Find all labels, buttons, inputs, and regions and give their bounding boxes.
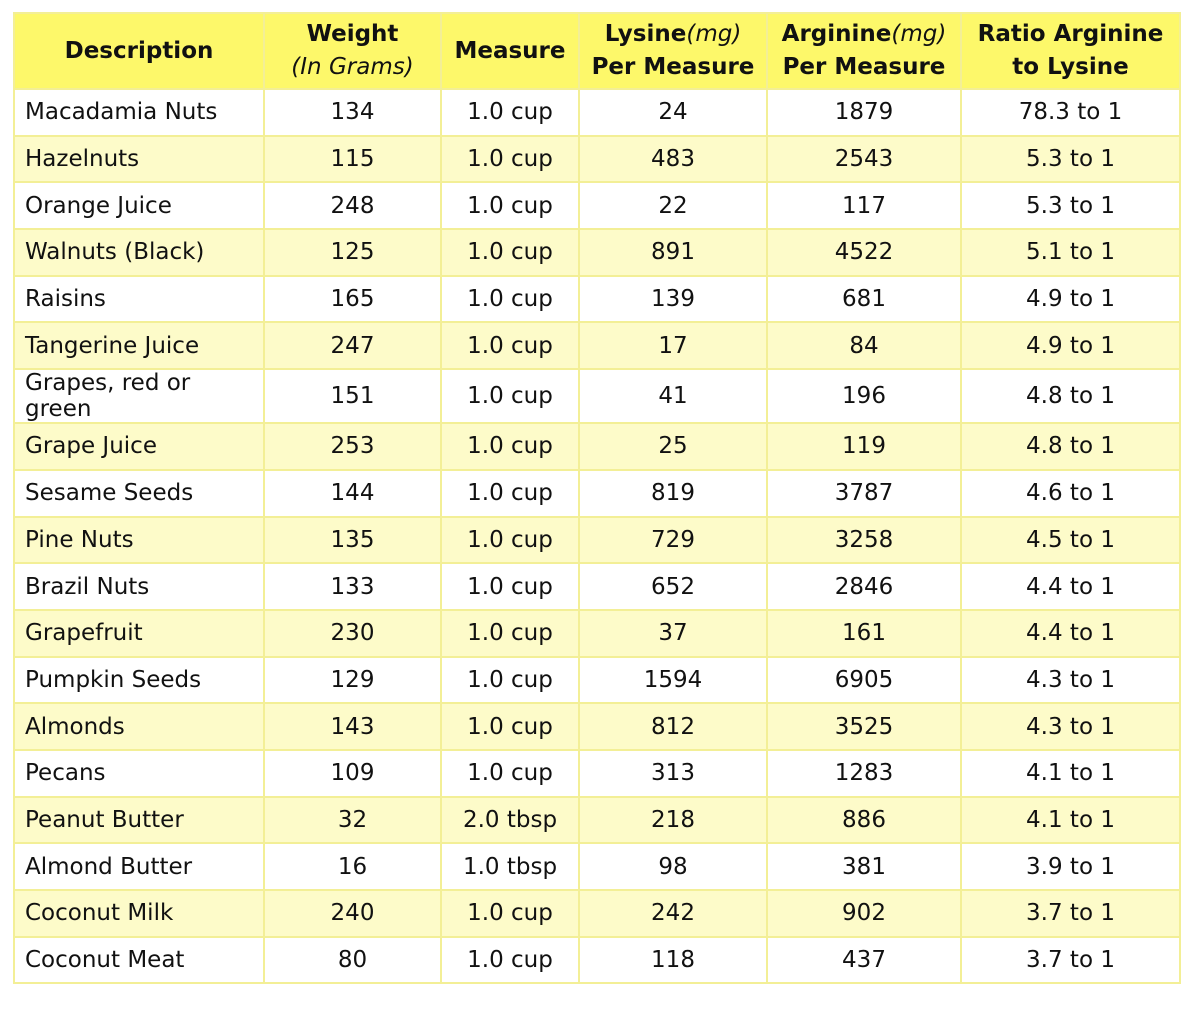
header-arginine xyxy=(767,13,961,89)
table-row xyxy=(14,136,1180,183)
cell-lysine: 313 xyxy=(579,750,767,797)
cell-measure: 2.0 tbsp xyxy=(441,797,579,844)
cell-lysine: 819 xyxy=(579,470,767,517)
table-body xyxy=(14,89,1180,983)
header-lysine-unit: (mg) xyxy=(686,21,742,47)
cell-arginine: 6905 xyxy=(767,657,961,704)
header-row xyxy=(14,13,1180,89)
table-row xyxy=(14,276,1180,323)
cell-arginine: 3787 xyxy=(767,470,961,517)
cell-measure: 1.0 cup xyxy=(441,750,579,797)
table-row xyxy=(14,182,1180,229)
header-measure-label: Measure xyxy=(454,37,566,64)
cell-lysine: 729 xyxy=(579,517,767,564)
header-lysine-per-measure: Per Measure xyxy=(591,54,755,80)
table-row xyxy=(14,750,1180,797)
cell-weight: 133 xyxy=(264,563,441,610)
cell-lysine: 891 xyxy=(579,229,767,276)
cell-arginine: 161 xyxy=(767,610,961,657)
cell-lysine: 24 xyxy=(579,89,767,136)
header-measure xyxy=(441,13,579,89)
cell-ratio: 3.9 to 1 xyxy=(961,843,1180,890)
cell-measure: 1.0 cup xyxy=(441,563,579,610)
cell-lysine: 17 xyxy=(579,322,767,369)
table-row xyxy=(14,703,1180,750)
table-header xyxy=(14,13,1180,89)
cell-weight: 125 xyxy=(264,229,441,276)
cell-description: Coconut Milk xyxy=(14,890,264,937)
cell-ratio: 4.1 to 1 xyxy=(961,797,1180,844)
cell-weight: 230 xyxy=(264,610,441,657)
header-weight-unit: (In Grams) xyxy=(291,54,414,80)
cell-weight: 247 xyxy=(264,322,441,369)
cell-description: Almond Butter xyxy=(14,843,264,890)
cell-weight: 32 xyxy=(264,797,441,844)
cell-lysine: 1594 xyxy=(579,657,767,704)
cell-weight: 129 xyxy=(264,657,441,704)
header-ratio-line2: to Lysine xyxy=(1012,54,1129,80)
cell-lysine: 483 xyxy=(579,136,767,183)
cell-arginine: 902 xyxy=(767,890,961,937)
cell-arginine: 886 xyxy=(767,797,961,844)
cell-description: Peanut Butter xyxy=(14,797,264,844)
cell-arginine: 84 xyxy=(767,322,961,369)
table-row xyxy=(14,517,1180,564)
cell-lysine: 37 xyxy=(579,610,767,657)
cell-measure: 1.0 cup xyxy=(441,322,579,369)
cell-measure: 1.0 cup xyxy=(441,890,579,937)
table-row xyxy=(14,797,1180,844)
table-row xyxy=(14,657,1180,704)
cell-lysine: 22 xyxy=(579,182,767,229)
cell-arginine: 437 xyxy=(767,937,961,984)
cell-weight: 240 xyxy=(264,890,441,937)
table-row xyxy=(14,229,1180,276)
cell-ratio: 4.6 to 1 xyxy=(961,470,1180,517)
header-ratio-line1: Ratio Arginine xyxy=(977,21,1164,47)
table-row xyxy=(14,423,1180,470)
table-row xyxy=(14,369,1180,423)
cell-ratio: 78.3 to 1 xyxy=(961,89,1180,136)
cell-arginine: 381 xyxy=(767,843,961,890)
cell-ratio: 4.4 to 1 xyxy=(961,610,1180,657)
cell-lysine: 25 xyxy=(579,423,767,470)
cell-description: Brazil Nuts xyxy=(14,563,264,610)
cell-arginine: 3258 xyxy=(767,517,961,564)
cell-arginine: 2846 xyxy=(767,563,961,610)
table-row xyxy=(14,89,1180,136)
cell-description: Hazelnuts xyxy=(14,136,264,183)
header-arginine-unit: (mg) xyxy=(891,21,947,47)
cell-measure: 1.0 cup xyxy=(441,517,579,564)
table-row xyxy=(14,610,1180,657)
cell-description: Walnuts (Black) xyxy=(14,229,264,276)
cell-ratio: 3.7 to 1 xyxy=(961,890,1180,937)
cell-ratio: 4.9 to 1 xyxy=(961,322,1180,369)
cell-ratio: 4.5 to 1 xyxy=(961,517,1180,564)
cell-description: Pecans xyxy=(14,750,264,797)
cell-ratio: 4.8 to 1 xyxy=(961,369,1180,423)
arginine-lysine-table xyxy=(13,12,1181,984)
table-row xyxy=(14,937,1180,984)
cell-description: Grape Juice xyxy=(14,423,264,470)
header-arginine-label: Arginine xyxy=(781,21,892,47)
cell-measure: 1.0 cup xyxy=(441,423,579,470)
cell-ratio: 4.3 to 1 xyxy=(961,657,1180,704)
cell-arginine: 681 xyxy=(767,276,961,323)
cell-lysine: 118 xyxy=(579,937,767,984)
header-arginine-per-measure: Per Measure xyxy=(782,54,946,80)
cell-description: Pumpkin Seeds xyxy=(14,657,264,704)
nutrition-table-container xyxy=(13,12,1179,984)
cell-description: Almonds xyxy=(14,703,264,750)
cell-lysine: 652 xyxy=(579,563,767,610)
cell-weight: 16 xyxy=(264,843,441,890)
cell-lysine: 139 xyxy=(579,276,767,323)
cell-weight: 151 xyxy=(264,369,441,423)
cell-arginine: 4522 xyxy=(767,229,961,276)
table-row xyxy=(14,470,1180,517)
cell-ratio: 4.8 to 1 xyxy=(961,423,1180,470)
cell-ratio: 5.3 to 1 xyxy=(961,182,1180,229)
cell-description: Pine Nuts xyxy=(14,517,264,564)
cell-lysine: 41 xyxy=(579,369,767,423)
cell-measure: 1.0 cup xyxy=(441,229,579,276)
cell-arginine: 196 xyxy=(767,369,961,423)
cell-ratio: 3.7 to 1 xyxy=(961,937,1180,984)
cell-measure: 1.0 cup xyxy=(441,89,579,136)
cell-arginine: 2543 xyxy=(767,136,961,183)
cell-arginine: 117 xyxy=(767,182,961,229)
cell-arginine: 119 xyxy=(767,423,961,470)
table-row xyxy=(14,890,1180,937)
cell-measure: 1.0 cup xyxy=(441,470,579,517)
cell-description: Coconut Meat xyxy=(14,937,264,984)
cell-measure: 1.0 cup xyxy=(441,276,579,323)
cell-description: Macadamia Nuts xyxy=(14,89,264,136)
table-row xyxy=(14,322,1180,369)
cell-weight: 134 xyxy=(264,89,441,136)
cell-arginine: 3525 xyxy=(767,703,961,750)
cell-description: Grapefruit xyxy=(14,610,264,657)
cell-weight: 135 xyxy=(264,517,441,564)
header-lysine xyxy=(579,13,767,89)
cell-measure: 1.0 cup xyxy=(441,657,579,704)
cell-lysine: 218 xyxy=(579,797,767,844)
cell-lysine: 242 xyxy=(579,890,767,937)
cell-ratio: 4.1 to 1 xyxy=(961,750,1180,797)
table-row xyxy=(14,843,1180,890)
cell-measure: 1.0 tbsp xyxy=(441,843,579,890)
cell-description: Tangerine Juice xyxy=(14,322,264,369)
cell-ratio: 4.4 to 1 xyxy=(961,563,1180,610)
cell-description: Grapes, red or green xyxy=(14,369,264,423)
cell-measure: 1.0 cup xyxy=(441,136,579,183)
header-weight xyxy=(264,13,441,89)
cell-weight: 248 xyxy=(264,182,441,229)
header-description xyxy=(14,13,264,89)
cell-ratio: 4.9 to 1 xyxy=(961,276,1180,323)
cell-ratio: 5.3 to 1 xyxy=(961,136,1180,183)
cell-lysine: 98 xyxy=(579,843,767,890)
cell-weight: 165 xyxy=(264,276,441,323)
cell-weight: 115 xyxy=(264,136,441,183)
cell-arginine: 1283 xyxy=(767,750,961,797)
cell-ratio: 4.3 to 1 xyxy=(961,703,1180,750)
cell-weight: 109 xyxy=(264,750,441,797)
cell-measure: 1.0 cup xyxy=(441,937,579,984)
cell-weight: 144 xyxy=(264,470,441,517)
cell-lysine: 812 xyxy=(579,703,767,750)
cell-measure: 1.0 cup xyxy=(441,182,579,229)
cell-measure: 1.0 cup xyxy=(441,610,579,657)
header-description-label: Description xyxy=(64,37,214,64)
cell-ratio: 5.1 to 1 xyxy=(961,229,1180,276)
cell-weight: 80 xyxy=(264,937,441,984)
cell-arginine: 1879 xyxy=(767,89,961,136)
header-lysine-label: Lysine xyxy=(604,21,687,47)
header-weight-label: Weight xyxy=(306,21,399,47)
cell-measure: 1.0 cup xyxy=(441,703,579,750)
table-row xyxy=(14,563,1180,610)
cell-description: Sesame Seeds xyxy=(14,470,264,517)
header-ratio xyxy=(961,13,1180,89)
cell-weight: 143 xyxy=(264,703,441,750)
cell-measure: 1.0 cup xyxy=(441,369,579,423)
cell-description: Raisins xyxy=(14,276,264,323)
cell-weight: 253 xyxy=(264,423,441,470)
cell-description: Orange Juice xyxy=(14,182,264,229)
